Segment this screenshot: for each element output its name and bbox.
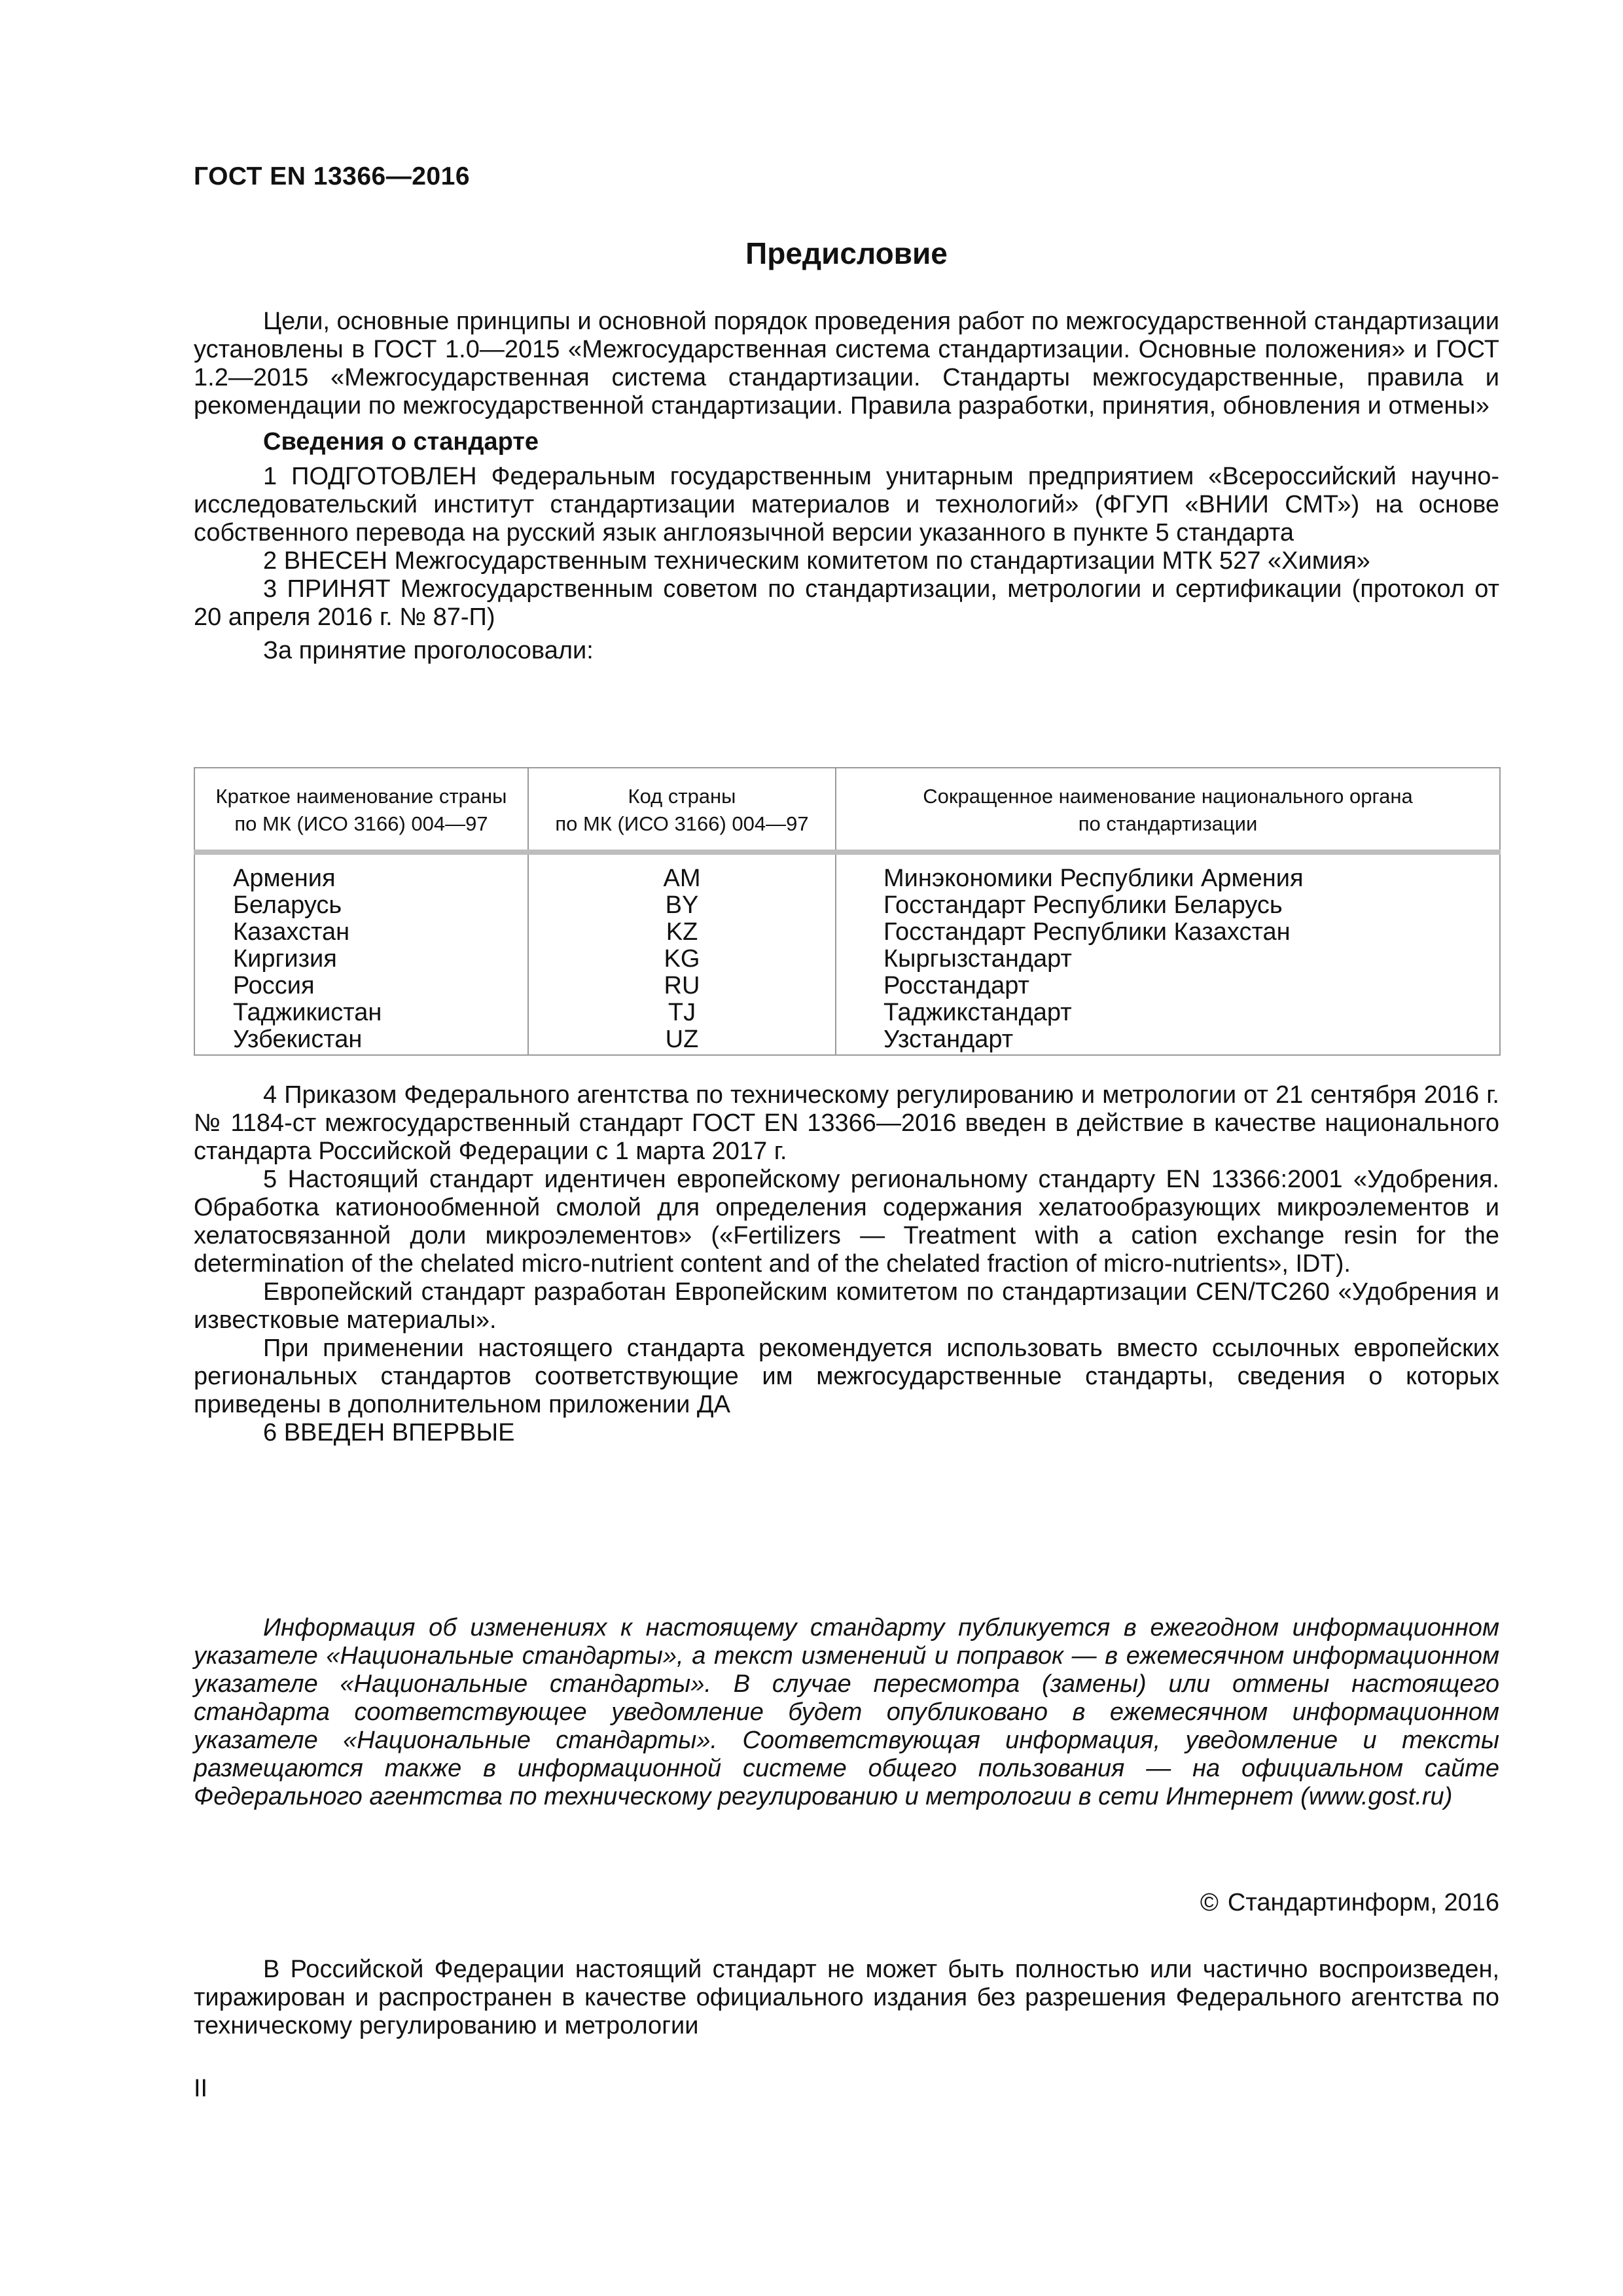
copyright-text: Стандартинформ, 2016 [1227, 1889, 1499, 1916]
country-name: Беларусь [194, 892, 528, 919]
country-name: Узбекистан [194, 1026, 528, 1055]
national-body: Минэкономики Республики Армения [836, 852, 1500, 892]
item-4-order: 4 Приказом Федерального агентства по техническому регулированию и метрологии от 21 сентября 2016 г. № 1184-ст межгосударственный стандарт ГОСТ EN 13366—2016 введен в действие в качестве национального стандарта Российской Федерации с 1 марта 2017 г. [194, 1081, 1499, 1165]
voted-label: За принятие проголосовали: [263, 637, 594, 664]
copyright-icon: © [1200, 1889, 1219, 1916]
national-body: Таджикстандарт [836, 999, 1500, 1026]
country-name: Казахстан [194, 919, 528, 946]
national-body: Кыргызстандарт [836, 946, 1500, 973]
header-country-code: Код страны по МК (ИСО 3166) 004—97 [528, 768, 836, 852]
item-2-introduced: 2 ВНЕСЕН Межгосударственным техническим комитетом по стандартизации МТК 527 «Химия» [263, 547, 1370, 575]
header-country-name: Краткое наименование страны по МК (ИСО 3166) 004—97 [194, 768, 528, 852]
reproduction-restriction: В Российской Федерации настоящий стандарт не может быть полностью или частично воспроизведен, тиражирован и распространен в качестве официального издания без разрешения Федерального агентства по техническому регулированию и метрологии [194, 1956, 1499, 2039]
item-6-introduced-first: 6 ВВЕДЕН ВПЕРВЫЕ [263, 1419, 515, 1446]
country-code: UZ [528, 1026, 836, 1055]
page-number: II [194, 2075, 208, 2102]
info-heading: Сведения о стандарте [263, 428, 539, 456]
voting-table [194, 767, 1501, 1056]
country-name: Таджикистан [194, 999, 528, 1026]
country-code: KG [528, 946, 836, 973]
page-title: Предисловие [745, 236, 948, 270]
item-1-prepared: 1 ПОДГОТОВЛЕН Федеральным государственным унитарным предприятием «Всероссийский научно-исследовательский институт стандартизации материалов и технологий» (ФГУП «ВНИИ СМТ») на основе собственного перевода на русский язык англоязычной версии указанного в пункте 5 стандарта [194, 463, 1499, 547]
national-body: Госстандарт Республики Казахстан [836, 919, 1500, 946]
copyright [194, 1889, 1499, 1917]
items-section [194, 1081, 1499, 1447]
country-name: Киргизия [194, 946, 528, 973]
national-body: Росстандарт [836, 973, 1500, 999]
notice-section [194, 1614, 1499, 1811]
changes-notice: Информация об изменениях к настоящему стандарту публикуется в ежегодном информационном указателе «Национальные стандарты», а текст изменений и поправок — в ежемесячном информационном указателе «Национальные стандарты». В случае пересмотра (замены) или отмены настоящего стандарта соответствующее уведомление будет опубликовано в ежемесячном информационном указателе «Национальные стандарты». Соответствующая информация, уведомление и тексты размещаются также в информационной системе общего пользования — на официальном сайте Федерального агентства по техническому регулированию и метрологии в сети Интернет (www.gost.ru) [194, 1614, 1499, 1810]
item-5-application: При применении настоящего стандарта рекомендуется использовать вместо ссылочных европейских региональных стандартов соответствующие им межгосударственные стандарты, сведения о которых приведены в дополнительном приложении ДА [194, 1335, 1499, 1418]
item-5-identical: 5 Настоящий стандарт идентичен европейскому региональному стандарту EN 13366:2001 «Удобрения. Обработка катионообменной смолой для определения содержания хелатообразующих микроэлементов и хелатосвязанной доли микроэлементов» («Fertilizers — Treatment with a cation exchange resin for the determination of the chelated micro-nutrient content and of the chelated fraction of micro-nutrients», IDT). [194, 1166, 1499, 1278]
table-header-row [194, 768, 1500, 852]
table-row [194, 1026, 1500, 1055]
country-name: Россия [194, 973, 528, 999]
national-body: Узстандарт [836, 1026, 1500, 1055]
country-code: TJ [528, 999, 836, 1026]
country-code: BY [528, 892, 836, 919]
country-code: RU [528, 973, 836, 999]
restriction-section [194, 1956, 1499, 2040]
table-row [194, 999, 1500, 1026]
table-row [194, 946, 1500, 973]
table-row [194, 852, 1500, 892]
country-name: Армения [194, 852, 528, 892]
country-code: KZ [528, 919, 836, 946]
table-row [194, 973, 1500, 999]
intro-paragraph: Цели, основные принципы и основной порядок проведения работ по межгосударственной стандартизации установлены в ГОСТ 1.0—2015 «Межгосударственная система стандартизации. Основные положения» и ГОСТ 1.2—2015 «Межгосударственная система стандартизации. Стандарты межгосударственные, правила и рекомендации по межгосударственной стандартизации. Правила разработки, принятия, обновления и отмены» [194, 308, 1499, 420]
header-national-body: Сокращенное наименование национального органа по стандартизации [836, 768, 1500, 852]
national-body: Госстандарт Республики Беларусь [836, 892, 1500, 919]
item-3-adopted: 3 ПРИНЯТ Межгосударственным советом по стандартизации, метрологии и сертификации (протокол от 20 апреля 2016 г. № 87-П) [194, 575, 1499, 631]
item-5-european-committee: Европейский стандарт разработан Европейским комитетом по стандартизации CEN/TC260 «Удобрения и известковые материалы». [194, 1278, 1499, 1334]
country-code: AM [528, 852, 836, 892]
table-row [194, 892, 1500, 919]
table-row [194, 919, 1500, 946]
intro-section [194, 308, 1499, 665]
standard-code-header: ГОСТ EN 13366—2016 [194, 162, 471, 190]
